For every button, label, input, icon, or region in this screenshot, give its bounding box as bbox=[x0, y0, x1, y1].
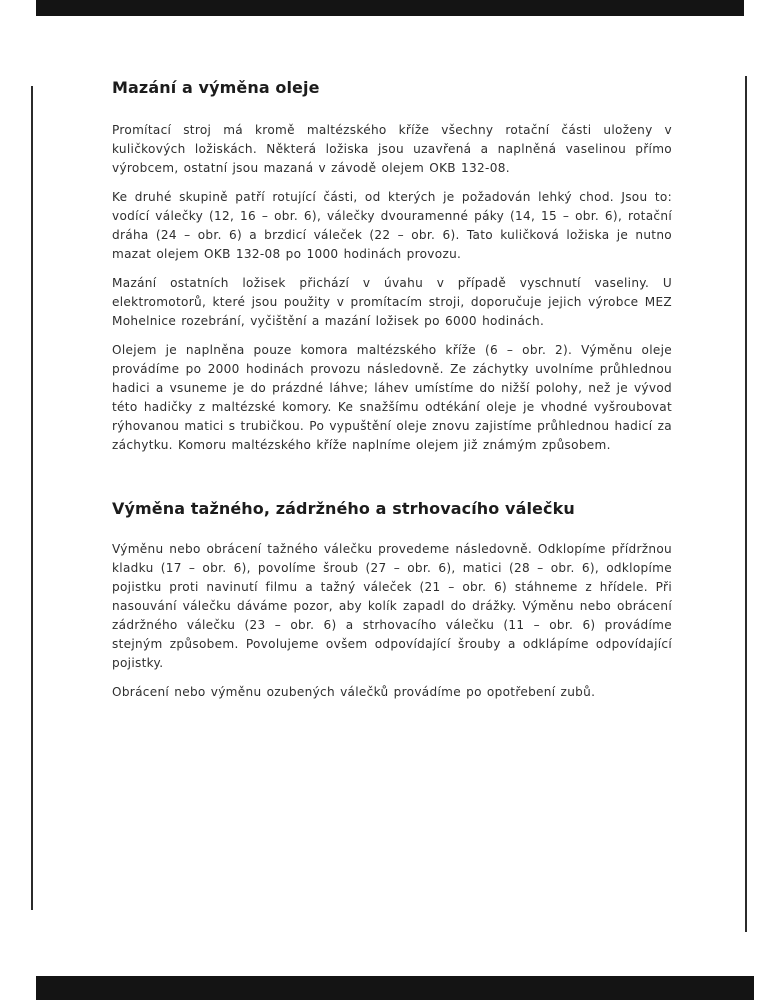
paragraph: Promítací stroj má kromě maltézského kříže všechny rotační části uloženy v kuličkových ložiskách. Některá ložiska jsou uzavřená a naplněná vaselinou přímo výrobcem, ostatní jsou mazaná v závodě olejem OKB 132-08. bbox=[112, 123, 672, 175]
paragraph: Výměnu nebo obrácení tažného válečku provedeme následovně. Odklopíme přídržnou kladku (17 – obr. 6), povolíme šroub (27 – obr. 6), matici (28 – obr. 6), odklopíme pojistku proti navinutí filmu a tažný váleček (21 – obr. 6) stáhneme z hřídele. Při nasouvání válečku dáváme pozor, aby kolík zapadl do drážky. Výměnu nebo obrácení zádržného válečku (23 – obr. 6) a strhovacího válečku (11 – obr. 6) provádíme stejným způsobem. Povolujeme ovšem odpovídající šrouby a odklápíme odpovídající pojistky. bbox=[112, 542, 672, 670]
bottom-scan-border bbox=[36, 976, 754, 1000]
left-page-edge bbox=[31, 86, 33, 910]
paragraph: Olejem je naplněna pouze komora maltézského kříže (6 – obr. 2). Výměnu oleje provádíme po 2000 hodinách provozu následovně. Ze záchytky uvolníme průhlednou hadici a vsuneme je do prázdné láhve; láhev umístíme do nižší polohy, než je vývod této hadičky z maltézské komory. Ke snažšímu odtékání oleje je vhodné vyšroubovat rýhovanou matici s trubičkou. Po vypuštění oleje znovu zajistíme průhlednou hadicí za záchytku. Komoru maltézského kříže naplníme olejem již známým způsobem. bbox=[112, 343, 672, 452]
top-scan-border bbox=[36, 0, 744, 16]
section-heading-rollers: Výměna tažného, zádržného a strhovacího válečku bbox=[112, 499, 575, 518]
right-page-edge bbox=[745, 76, 747, 932]
paragraph: Ke druhé skupině patří rotující části, od kterých je požadován lehký chod. Jsou to: vodící válečky (12, 16 – obr. 6), válečky dvouramenné páky (14, 15 – obr. 6), rotační dráha (24 – obr. 6) a brzdicí váleček (22 – obr. 6). Tato kuličková ložiska je nutno mazat olejem OKB 132-08 po 1000 hodinách provozu. bbox=[112, 190, 672, 261]
paragraph: Obrácení nebo výměnu ozubených válečků provádíme po opotřebení zubů. bbox=[112, 685, 596, 699]
section-heading-lubrication: Mazání a výměna oleje bbox=[112, 78, 320, 97]
paragraph: Mazání ostatních ložisek přichází v úvahu v případě vyschnutí vaseliny. U elektromotorů, které jsou použity v promítacím stroji, doporučuje jejich výrobce MEZ Mohelnice rozebrání, vyčištění a mazání ložisek po 6000 hodinách. bbox=[112, 276, 672, 328]
page-content bbox=[112, 78, 672, 712]
